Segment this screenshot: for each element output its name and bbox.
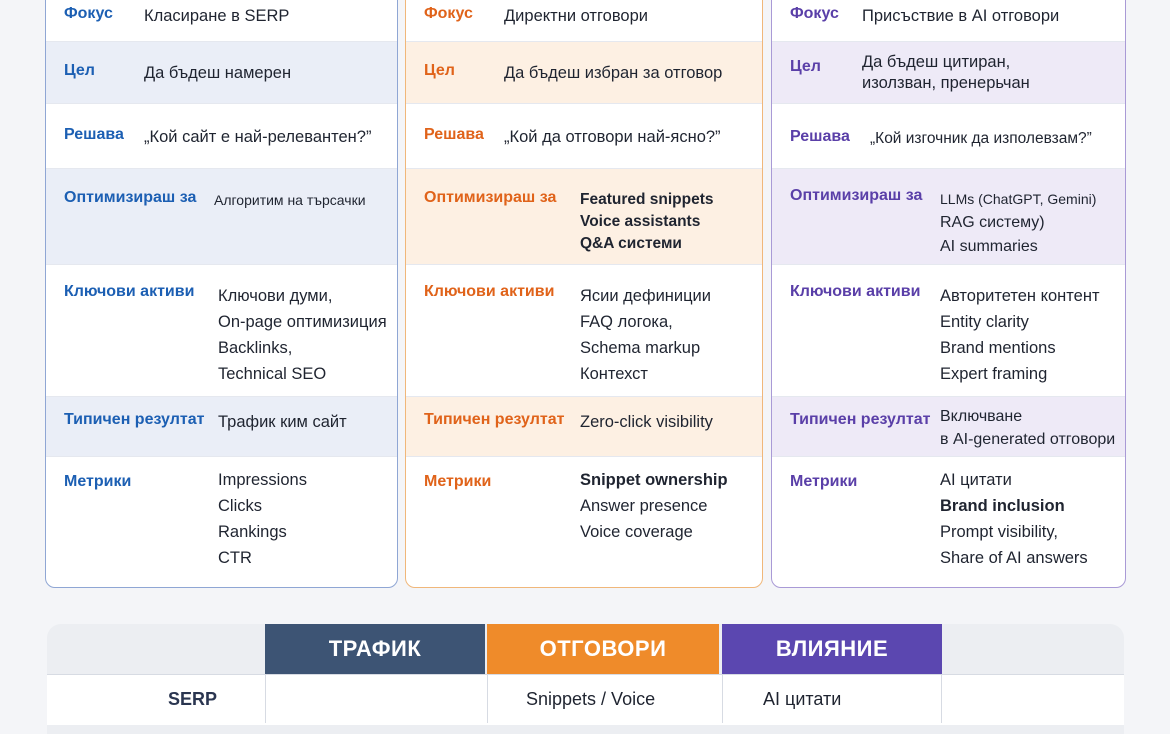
value-line: Clicks xyxy=(218,497,262,515)
row-value: „Кой изгочник да изполевзам?” xyxy=(870,130,1092,147)
row-label: Оптимизираш за xyxy=(424,189,557,206)
geo-row-focus xyxy=(772,0,1125,42)
value-line: Answer presence xyxy=(580,497,708,515)
aeo-row-solves xyxy=(406,104,762,169)
value-line: Voice assistants xyxy=(580,213,701,230)
row-value-list xyxy=(580,189,714,255)
row-label: Фокус xyxy=(64,5,113,22)
value-line: RAG систему) xyxy=(940,214,1045,231)
row-value: Класиране в SERP xyxy=(144,7,290,25)
row-label: Типичен резултат xyxy=(424,411,565,428)
aeo-row-result xyxy=(406,397,762,457)
seo-row-metrics xyxy=(46,457,397,587)
value-line: Rankings xyxy=(218,523,287,541)
value-line: Включване xyxy=(940,408,1023,425)
row-value: Алгоритим на търсачки xyxy=(214,192,366,208)
row-value: Да бъдеш намерен xyxy=(144,64,292,82)
row-value-list xyxy=(940,467,1088,571)
row-label: Типичен резултат xyxy=(790,411,931,428)
aeo-row-metrics xyxy=(406,457,762,587)
value-line: Ключови думи, xyxy=(218,287,333,305)
row-label: Метрики xyxy=(64,473,132,490)
value-line: Share of AI answers xyxy=(940,549,1088,567)
geo-row-goal xyxy=(772,42,1125,104)
seo-row-solves xyxy=(46,104,397,169)
value-line: Prompt visibility, xyxy=(940,523,1058,541)
row-label: Типичен резултат xyxy=(64,411,205,428)
row-label: Фокус xyxy=(790,5,839,22)
traffic-cell xyxy=(265,675,486,723)
seo-card xyxy=(45,0,398,588)
row-label: Ключови активи xyxy=(790,283,921,300)
row-label: Метрики xyxy=(790,473,858,490)
value-line: Да бъдеш цитиран, xyxy=(862,53,1011,71)
value-line: Контехст xyxy=(580,365,648,383)
comparison-table xyxy=(47,624,1124,734)
seo-row-focus xyxy=(46,0,397,42)
value-line: Backlinks, xyxy=(218,339,293,357)
value-line: в AI-generated отговори xyxy=(940,431,1116,448)
seo-row-result xyxy=(46,397,397,457)
value-line: Expert framing xyxy=(940,365,1048,383)
influence-cell: AI цитати xyxy=(722,675,942,723)
row-value-list xyxy=(218,283,387,387)
aeo-row-assets xyxy=(406,265,762,397)
geo-row-assets xyxy=(772,265,1125,397)
row-value: „Кой сайт е най-релевантен?” xyxy=(144,128,372,146)
value-line: Featured snippets xyxy=(580,191,714,208)
row-value-list xyxy=(218,467,307,571)
value-line: AI summaries xyxy=(940,238,1038,255)
row-label: Цел xyxy=(790,58,821,75)
answers-header: ОТГОВОРИ xyxy=(487,624,719,674)
row-value-list xyxy=(580,467,728,545)
row-value-list xyxy=(940,283,1100,387)
value-line: изолзван, пренерьчан xyxy=(862,74,1030,92)
aeo-row-focus xyxy=(406,0,762,42)
aeo-row-optimize xyxy=(406,169,762,265)
row-value: „Кой да отговори най-ясно?” xyxy=(504,128,721,146)
row-value: Присъствие в AI отговори xyxy=(862,7,1060,25)
aeo-row-goal xyxy=(406,42,762,104)
aeo-card xyxy=(405,0,763,588)
row-value: Директни отговори xyxy=(504,7,648,25)
row-value-list xyxy=(940,405,1115,451)
value-line: FAQ логока, xyxy=(580,313,673,331)
row-label: Цел xyxy=(424,62,455,79)
value-line: Snippet ownership xyxy=(580,471,728,489)
geo-row-optimize xyxy=(772,169,1125,265)
value-line: Brand mentions xyxy=(940,339,1056,357)
row-value-list xyxy=(580,283,711,387)
value-line: Technical SEO xyxy=(218,365,327,383)
row-label: SERP xyxy=(167,688,217,709)
geo-row-metrics xyxy=(772,457,1125,587)
influence-header: ВЛИЯНИЕ xyxy=(722,624,942,674)
value-line: CTR xyxy=(218,549,252,567)
value-line: Voice coverage xyxy=(580,523,693,541)
value-line: Brand inclusion xyxy=(940,497,1065,515)
row-label: Ключови активи xyxy=(64,283,195,300)
seo-row-assets xyxy=(46,265,397,397)
value-line: Ясии дефиниции xyxy=(580,287,711,305)
row-label: Оптимизираш за xyxy=(64,189,197,206)
value-line: Q&A системи xyxy=(580,235,682,252)
row-label: Ключови активи xyxy=(424,283,555,300)
table-row xyxy=(47,674,1124,725)
row-value-list xyxy=(940,187,1096,259)
value-line: Авторитетен контент xyxy=(940,287,1100,305)
row-label: Решава xyxy=(424,126,484,143)
row-label: Оптимизираш за xyxy=(790,187,923,204)
traffic-header: ТРАФИК xyxy=(265,624,485,674)
seo-row-goal xyxy=(46,42,397,104)
row-label: Метрики xyxy=(424,473,492,490)
seo-row-optimize xyxy=(46,169,397,265)
value-line: On-page оптимизиция xyxy=(218,313,387,331)
row-value: Да бъдеш избран за отговор xyxy=(504,64,723,82)
row-label: Цел xyxy=(64,62,95,79)
value-line: AI цитати xyxy=(940,471,1012,489)
answers-cell: Snippets / Voice xyxy=(487,675,719,723)
row-label: Решава xyxy=(790,128,850,145)
geo-row-result xyxy=(772,397,1125,457)
value-line: Schema markup xyxy=(580,339,701,357)
row-label: Решава xyxy=(64,126,124,143)
row-value-list xyxy=(862,52,1030,94)
value-line: Entity clarity xyxy=(940,313,1029,331)
row-value: Zero-click visibility xyxy=(580,413,713,431)
value-line: Impressions xyxy=(218,471,307,489)
row-value: Трафик ким сайт xyxy=(218,413,347,431)
row-label: Фокус xyxy=(424,5,473,22)
geo-row-solves xyxy=(772,104,1125,169)
value-line: LLMs (ChatGPT, Gemini) xyxy=(940,191,1097,207)
geo-card xyxy=(771,0,1126,588)
